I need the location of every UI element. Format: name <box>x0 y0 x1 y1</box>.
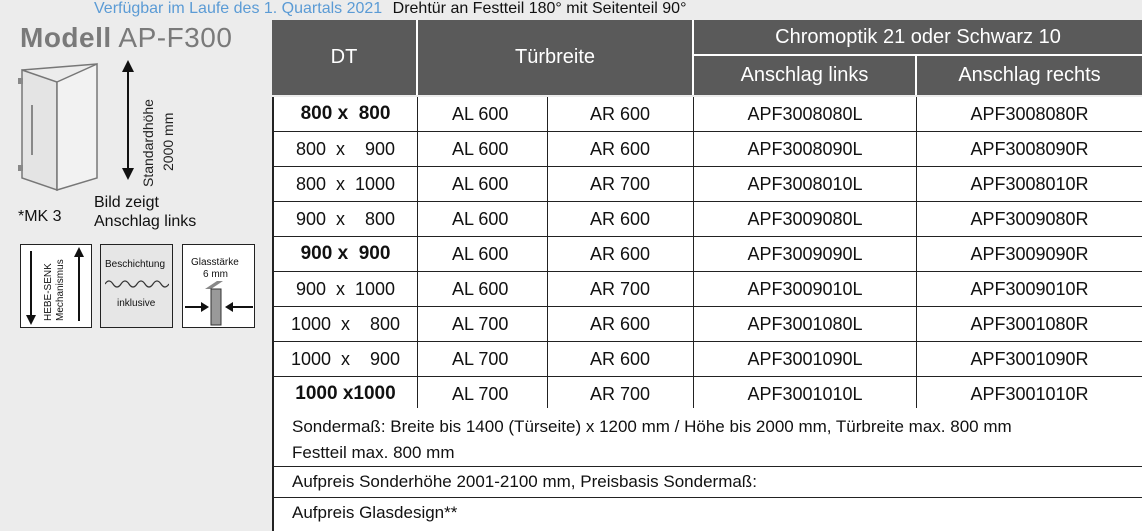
header-door-width: Türbreite <box>418 20 694 95</box>
hebe-senk-badge <box>20 244 92 328</box>
cell-door-right: AR 600 <box>548 342 694 376</box>
cell-dt: 800 x 900 <box>272 132 418 166</box>
image-note <box>94 193 196 231</box>
cell-article-right: APF3009080R <box>970 208 1089 229</box>
table-row <box>272 307 1142 342</box>
shower-enclosure-icon <box>12 60 102 195</box>
notes-section <box>272 408 1142 531</box>
cell-door-right: AR 600 <box>548 307 694 341</box>
cell-article-right: APF3001080R <box>970 313 1089 334</box>
cell-article-left: APF3009010L <box>694 272 917 306</box>
cell-dt: 900 x 900 <box>272 237 418 271</box>
table-row <box>272 97 1142 132</box>
cell-article-left: APF3001010L <box>694 377 917 411</box>
cell-door-left: AL 600 <box>418 97 548 131</box>
header-left-hinge: Anschlag links <box>694 56 917 95</box>
table-row <box>272 377 1142 412</box>
standard-height-mm: 2000 mm <box>160 112 176 171</box>
cell-door-left: AL 700 <box>418 342 548 376</box>
cell-door-left: AL 600 <box>418 237 548 271</box>
table-row <box>272 132 1142 167</box>
table-row <box>272 167 1142 202</box>
cell-dt: 1000 x 800 <box>272 307 418 341</box>
cell-door-right: AR 600 <box>548 132 694 166</box>
cell-door-right: AR 700 <box>548 167 694 201</box>
cell-door-right: AR 700 <box>548 272 694 306</box>
note-fixed-panel: Festteil max. 800 mm <box>292 443 455 462</box>
cell-door-right: AR 600 <box>548 97 694 131</box>
cell-article-right: APF3008090R <box>970 138 1089 159</box>
cell-dt: 900 x 1000 <box>272 272 418 306</box>
coating-badge <box>100 244 173 328</box>
cell-door-left: AL 700 <box>418 307 548 341</box>
glass-thickness-badge <box>182 244 255 328</box>
header-dt: DT <box>272 20 418 95</box>
model-title <box>20 22 232 54</box>
cell-article-left: APF3001080L <box>694 307 917 341</box>
cell-article-left: APF3008010L <box>694 167 917 201</box>
cell-dt: 900 x 800 <box>272 202 418 236</box>
header-finish: Chromoptik 21 oder Schwarz 10 <box>694 20 1142 56</box>
availability-text: Verfügbar im Laufe des 1. Quartals 2021 <box>94 0 383 17</box>
cell-dt: 800 x 1000 <box>272 167 418 201</box>
table-row <box>272 202 1142 237</box>
cell-dt: 1000 x1000 <box>272 377 418 411</box>
cell-article-left: APF3008090L <box>694 132 917 166</box>
table-row <box>272 272 1142 307</box>
table-row <box>272 237 1142 272</box>
cell-door-left: AL 600 <box>418 167 548 201</box>
water-wave-icon <box>105 277 169 291</box>
glass-thickness-mm: 6 mm <box>203 269 228 280</box>
cell-door-left: AL 700 <box>418 377 548 411</box>
note-glass-design: Aufpreis Glasdesign** <box>292 503 458 522</box>
cell-door-left: AL 600 <box>418 132 548 166</box>
cell-article-right: APF3009090R <box>970 243 1089 264</box>
cell-door-right: AR 600 <box>548 237 694 271</box>
cell-article-left: APF3009080L <box>694 202 917 236</box>
glass-thickness-text: Glasstärke <box>191 257 239 268</box>
cell-article-right: APF3008080R <box>970 103 1089 124</box>
note-special-size: Sondermaß: Breite bis 1400 (Türseite) x 1200 mm / Höhe bis 2000 mm, Türbreite max. 800 mm <box>292 417 1012 436</box>
header-right-hinge: Anschlag rechts <box>917 56 1142 95</box>
cell-article-left: APF3009090L <box>694 237 917 271</box>
cell-article-left: APF3001090L <box>694 342 917 376</box>
standard-height-text: Standardhöhe <box>140 99 156 187</box>
hebe-senk-text: HEBE-SENK <box>43 263 54 321</box>
coating-inclusive-text: inklusive <box>117 298 156 309</box>
glass-thickness-icon <box>183 279 255 327</box>
note-special-height: Aufpreis Sonderhöhe 2001-2100 mm, Preisbasis Sondermaß: <box>292 472 757 491</box>
table-row <box>272 342 1142 377</box>
cell-door-right: AR 600 <box>548 202 694 236</box>
model-code: AP-F300 <box>118 22 233 53</box>
cell-article-right: APF3001010R <box>970 383 1089 404</box>
cell-article-right: APF3008010R <box>970 173 1089 194</box>
cell-dt: 800 x 800 <box>272 97 418 131</box>
cell-door-right: AR 700 <box>548 377 694 411</box>
image-note-line2: Anschlag links <box>94 213 197 230</box>
model-label: Modell <box>20 22 112 53</box>
cell-article-right: APF3009010R <box>970 278 1089 299</box>
cell-article-right: APF3001090R <box>970 348 1089 369</box>
cell-door-left: AL 600 <box>418 202 548 236</box>
coating-text: Beschichtung <box>105 259 166 270</box>
cell-article-left: APF3008080L <box>694 97 917 131</box>
mk-label: *MK 3 <box>18 208 62 225</box>
mechanismus-text: Mechanismus <box>55 259 66 321</box>
image-note-line1: Bild zeigt <box>94 194 159 211</box>
cell-dt: 1000 x 900 <box>272 342 418 376</box>
standard-height-label <box>112 75 192 187</box>
cell-door-left: AL 600 <box>418 272 548 306</box>
door-description: Drehtür an Festteil 180° mit Seitenteil 90° <box>392 0 687 17</box>
top-line <box>94 0 686 20</box>
